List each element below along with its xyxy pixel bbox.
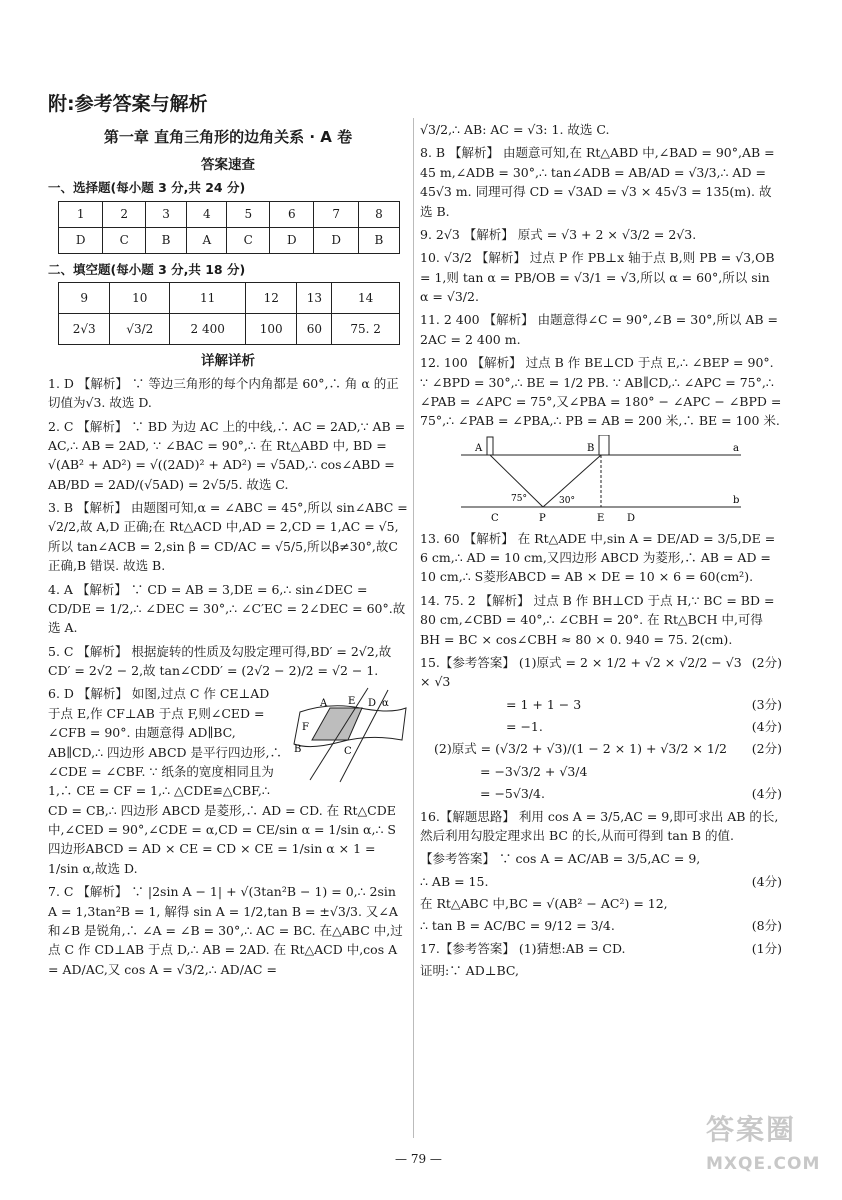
- table-cell: 4: [187, 201, 227, 227]
- solution-12: 12. 100 【解析】 过点 B 作 BE⊥CD 于点 E,∴ ∠BEP = 90°. ∵ ∠BPD = 30°,∴ BE = 1/2 PB. ∵ AB∥CD,∴ ∠APC = 75°,∴ ∠PAB = ∠APC = 75°,又∠PBA = 180° − ∠APC − ∠BPD = 75°,∴ ∠PAB = ∠PBA,∴ PB = AB = 200 米,∴ BE = 100 米.: [420, 355, 782, 429]
- solution-15-line-4: [420, 739, 782, 758]
- fig6-label-alpha: α: [382, 698, 389, 710]
- solution-5: 5. C 【解析】 根据旋转的性质及勾股定理可得,BD′ = 2√2,故CD′ = 2√2 − 2,故 tan∠CDD′ = (2√2 − 2)/2 = √2 − 1.: [48, 643, 392, 679]
- math-line: = −3√3/2 + √3/4: [480, 763, 588, 779]
- watermark-url: MXQE.COM: [706, 1154, 821, 1175]
- table-row: [59, 282, 400, 313]
- table-cell: √3/2: [110, 313, 170, 344]
- math-line: = 1 + 1 − 3: [506, 696, 582, 712]
- page-title: 附:参考答案与解析: [48, 93, 208, 115]
- table-row: [59, 313, 400, 344]
- solution-10: 10. √3/2 【解析】 过点 P 作 PB⊥x 轴于点 B,则 PB = √3,OB = 1,则 tan α = PB/OB = √3/1 = √3,所以 α = 60°,所以 sin α = √3/2.: [420, 250, 775, 304]
- fig12-label-a: a: [733, 442, 739, 454]
- score: (2分): [751, 741, 782, 757]
- strip-figure: [290, 684, 408, 784]
- solution-14: 14. 75. 2 【解析】 过点 B 作 BH⊥CD 于点 H,∵ BC = BD = 80 cm,∠CBD = 40°,∴ ∠CBH = 20°. 在 Rt△BCH 中,可得 BH = BC × cos∠CBH ≈ 80 × 0. 940 = 75. 2(cm).: [420, 592, 775, 647]
- table-cell: 5: [227, 201, 270, 227]
- fig6-label-B: B: [294, 744, 302, 756]
- fig12-label-C: C: [491, 512, 499, 524]
- page-number: — 79 —: [395, 1152, 442, 1166]
- table-cell: B: [145, 227, 186, 253]
- fig6-label-A: A: [320, 698, 328, 710]
- left-column: [48, 96, 408, 983]
- table-cell: 60: [297, 313, 332, 344]
- watermark-text: 答案圈: [706, 1113, 797, 1146]
- fig12-label-P: P: [539, 512, 546, 524]
- table-cell: 12: [246, 282, 297, 313]
- score: (4分): [751, 719, 782, 734]
- table-cell: C: [103, 227, 146, 253]
- solution-15-line-5: [420, 762, 782, 781]
- table-cell: 3: [145, 201, 186, 227]
- solution-17-line-2: 证明:∵ AD⊥BC,: [420, 963, 519, 979]
- table-cell: B: [358, 227, 399, 253]
- fig6-label-C: C: [344, 746, 352, 758]
- fig12-label-30: 30°: [559, 495, 575, 506]
- column-divider: [413, 118, 414, 1138]
- solution-17-line-1: [420, 939, 782, 958]
- table-cell: 10: [110, 282, 170, 313]
- solution-16-line-3: 在 Rt△ABC 中,BC = √(AB² − AC²) = 12,: [420, 896, 668, 911]
- choice-section-title: 一、选择题(每小题 3 分,共 24 分): [48, 180, 246, 196]
- table-cell: 8: [358, 201, 399, 227]
- table-row: [59, 201, 400, 227]
- table-cell: D: [59, 227, 103, 253]
- fig12-label-75: 75°: [511, 493, 527, 504]
- table-cell: 13: [297, 282, 332, 313]
- solution-15-line-3: [420, 717, 782, 736]
- solution-16-line-2: [420, 872, 782, 891]
- solution-3: 3. B 【解析】 由题图可知,α = ∠ABC = 45°,所以 sin∠ABC = √2/2,故 A,D 正确;在 Rt△ACD 中,AD = 2,CD = 1,AC = √5,所以 tan∠ACB = 2,sin β = CD/AC = √5/5,所以β≠30°,故C 正确,B 错误. 故选 B.: [48, 500, 408, 574]
- math-line: = −5√3/4.: [480, 786, 545, 802]
- table-cell: 7: [314, 201, 358, 227]
- score: (3分): [751, 696, 782, 712]
- table-cell: 100: [246, 313, 297, 344]
- solution-16-idea: 16.【解题思路】 利用 cos A = 3/5,AC = 9,即可求出 AB 的长,然后利用勾股定理求出 BC 的长,从而可得到 tan B 的值.: [420, 808, 779, 843]
- fill-answer-table: [58, 282, 400, 345]
- table-cell: D: [314, 227, 358, 253]
- math-line: ∴ tan B = AC/BC = 9/12 = 3/4.: [420, 918, 615, 934]
- table-cell: 75. 2: [332, 313, 400, 344]
- math-line: 15.【参考答案】 (1)原式 = 2 × 1/2 + √2 × √2/2 − √3 × √3: [420, 654, 742, 690]
- solution-7: 7. C 【解析】 ∵ |2sin A − 1| + √(3tan²B − 1) = 0,∴ 2sin A = 1,3tan²B = 1, 解得 sin A = 1/2,tan B = ±√3/3. 又∠A 和∠B 是锐角,∴ ∠A = ∠B = 30°,∴ AC = BC. 在△ABC 中,过点 C 作 CD⊥AB 于点 D,∴ AB = 2AD. 在 Rt△ACD 中,cos A = AD/AC,又 cos A = √3/2,∴ AD/AC =: [48, 884, 403, 977]
- score: (2分): [751, 654, 782, 670]
- solution-7-cont: √3/2,∴ AB: AC = √3: 1. 故选 C.: [420, 122, 610, 137]
- fig12-label-b: b: [733, 494, 740, 506]
- math-line: (2)原式 = (√3/2 + √3)/(1 − 2 × 1) + √3/2 × 1/2: [434, 741, 728, 757]
- fig12-label-D: D: [627, 512, 636, 524]
- math-line: ∴ AB = 15.: [420, 873, 489, 889]
- table-cell: 9: [59, 282, 110, 313]
- watermark-logo: [706, 1108, 826, 1180]
- solution-15-line-2: [420, 695, 782, 714]
- table-cell: C: [227, 227, 270, 253]
- quick-answer-heading: 答案速查: [201, 157, 255, 174]
- table-cell: A: [187, 227, 227, 253]
- score: (4分): [751, 873, 782, 889]
- solution-15-line-6: [420, 784, 782, 803]
- solution-11: 11. 2 400 【解析】 由题意得∠C = 90°,∠B = 30°,所以 AB = 2AC = 2 400 m.: [420, 312, 779, 347]
- solution-4: 4. A 【解析】 ∵ CD = AB = 3,DE = 6,∴ sin∠DEC = CD/DE = 1/2,∴ ∠DEC = 30°,∴ ∠C′EC = 2∠DEC = 60°.故选 A.: [48, 581, 406, 636]
- math-line: = −1.: [506, 719, 543, 734]
- choice-answer-table: [58, 201, 400, 254]
- solution-1: 1. D 【解析】 ∵ 等边三角形的每个内角都是 60°,∴ 角 α 的正切值为√3. 故选 D.: [48, 375, 399, 411]
- solution-2: 2. C 【解析】 ∵ BD 为边 AC 上的中线,∴ AC = 2AD,∵ AB = AC,∴ AB = 2AD, ∵ ∠BAC = 90°,∴ 在 Rt△ABD 中, BD = √(AB² + AD²) = √((2AD)² + AD²) = √5AD,∴ cos∠ABD = AB/BD = 2AD/(√5AD) = 2√5/5. 故选 C.: [48, 418, 406, 492]
- solution-16-line-4: [420, 916, 782, 935]
- math-line: 17.【参考答案】 (1)猜想:AB = CD.: [420, 940, 626, 956]
- table-row: [59, 227, 400, 253]
- solution-8: 8. B 【解析】 由题意可知,在 Rt△ABD 中,∠BAD = 90°,AB = 45 m,∠ADB = 30°,∴ tan∠ADB = AB/AD = √3/3,∴ AD = 45√3 m. 同理可得 CD = √3AD = √3 × 45√3 = 135(m). 故选 B.: [420, 145, 775, 219]
- right-column: [420, 120, 782, 984]
- fig12-label-B: B: [587, 442, 595, 454]
- score: (4分): [751, 786, 782, 802]
- score: (8分): [751, 918, 782, 934]
- river-figure: [451, 435, 751, 525]
- detail-heading: 详解详析: [201, 352, 255, 369]
- table-cell: 2√3: [59, 313, 110, 344]
- score: (1分): [751, 940, 782, 956]
- solution-13: 13. 60 【解析】 在 Rt△ADE 中,sin A = DE/AD = 3/5,DE = 6 cm,∴ AD = 10 cm,又四边形 ABCD 为菱形,∴ AB = AD = 10 cm,∴ S菱形ABCD = AB × DE = 10 × 6 = 60(cm²).: [420, 530, 776, 585]
- solution-9: 9. 2√3 【解析】 原式 = √3 + 2 × √3/2 = 2√3.: [420, 226, 697, 242]
- fill-section-title: 二、填空题(每小题 3 分,共 18 分): [48, 261, 246, 277]
- fig6-label-E: E: [348, 696, 356, 708]
- fig6-label-F: F: [302, 722, 309, 734]
- fig12-label-A: A: [475, 442, 483, 454]
- fig6-label-D: D: [368, 698, 377, 710]
- table-cell: D: [270, 227, 314, 253]
- solution-15-line-1: [420, 653, 782, 692]
- table-cell: 11: [170, 282, 246, 313]
- table-cell: 1: [59, 201, 103, 227]
- solution-16-answer: 【参考答案】 ∵ cos A = AC/AB = 3/5,AC = 9,: [420, 851, 701, 867]
- table-cell: 14: [332, 282, 400, 313]
- table-cell: 2 400: [170, 313, 246, 344]
- table-cell: 2: [103, 201, 146, 227]
- table-cell: 6: [270, 201, 314, 227]
- solution-6: 6. D 【解析】 如图,过点 C 作 CE⊥AD 于点 E,作 CF⊥AB 于点 F,则∠CED = ∠CFB = 90°. 由题意得 AD∥BC, AB∥CD,∴ 四边形 ABCD 是平行四边形,∴ ∠CDE = ∠CBF. ∵ 纸条的宽度相同且为 1,∴ CE = CF = 1,∴ △CDE≌△CBF,∴ CD = CB,∴ 四边形 ABCD 是菱形,∴ AD = CD. 在 Rt△CDE 中,∠CED = 90°,∠CDE = α,CD = CE/sin α = 1/sin α,∴ S四边形ABCD = AD × CE = CD × CE = 1/sin α × 1 = 1/sin α,故选 D.: [48, 686, 396, 876]
- solution-6-block: [48, 684, 408, 878]
- fig12-label-E: E: [597, 512, 605, 524]
- chapter-title: 第一章 直角三角形的边角关系 · A 卷: [103, 128, 353, 146]
